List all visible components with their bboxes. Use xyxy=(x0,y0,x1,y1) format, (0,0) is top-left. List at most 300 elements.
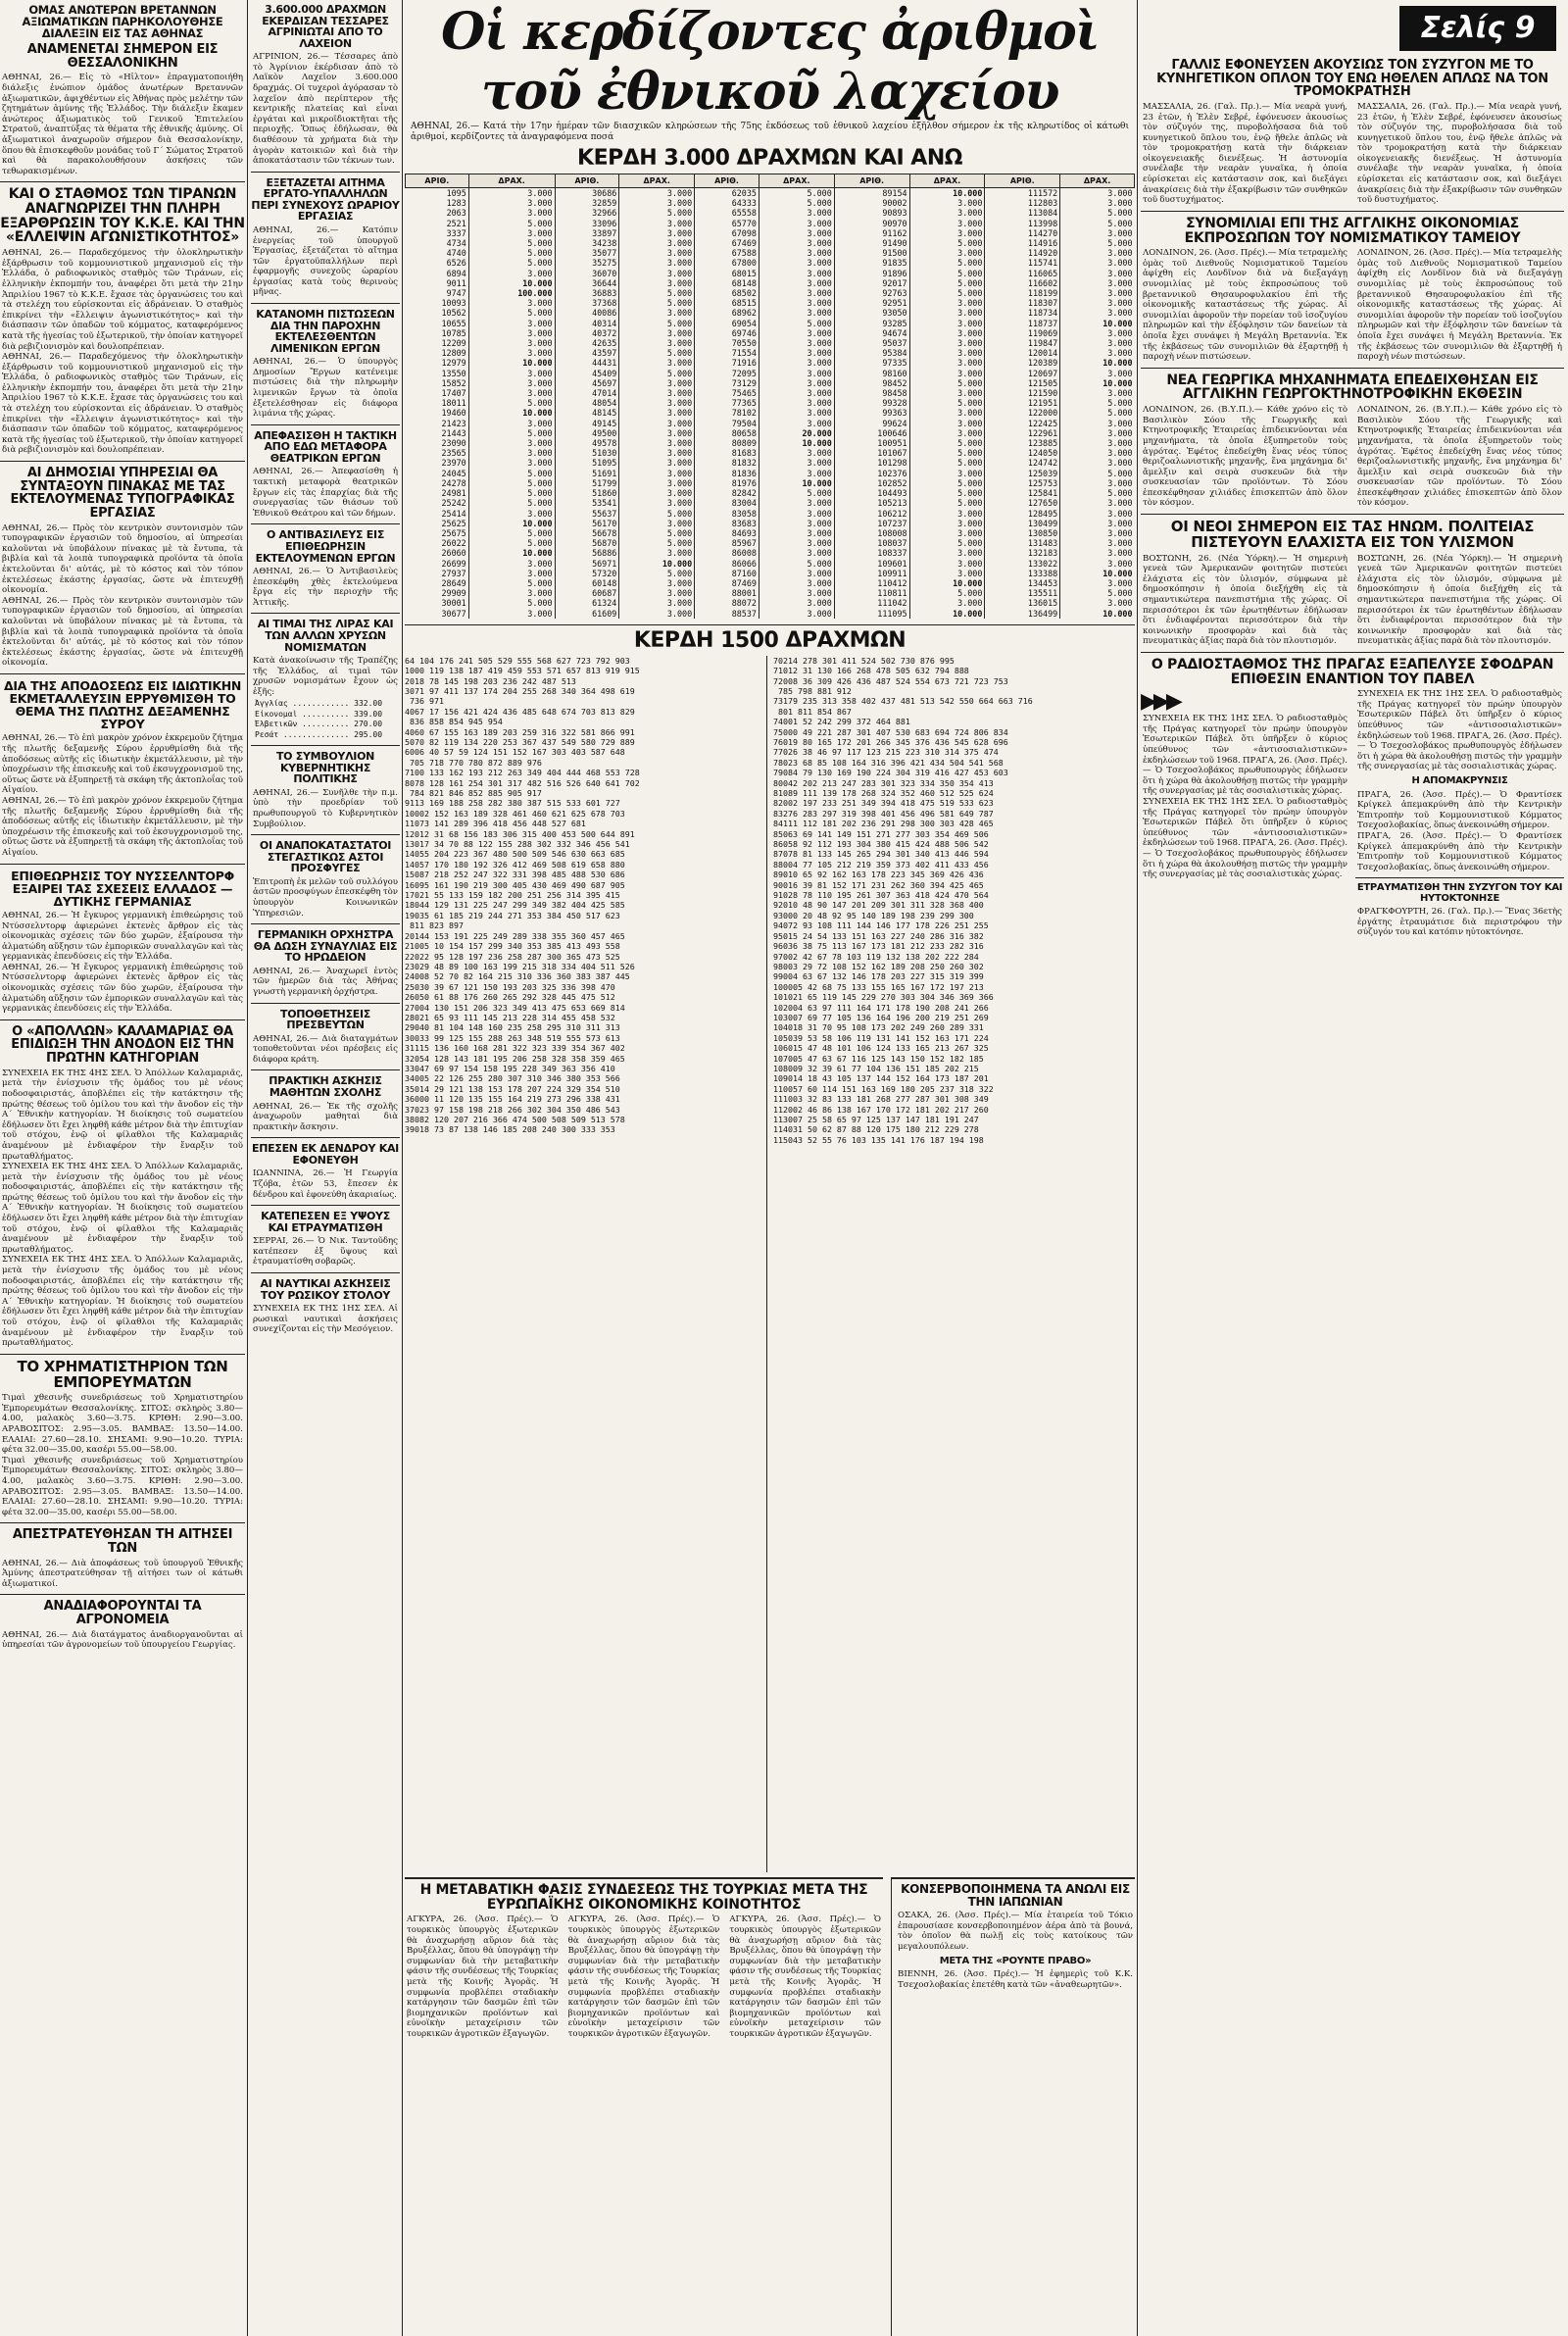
prize-amount-cell: 5.000 xyxy=(759,188,834,199)
column-header: ΔΡΑΧ. xyxy=(619,174,695,188)
prize-amount-cell: 5.000 xyxy=(909,258,985,268)
prize-amount-cell: 3.000 xyxy=(909,328,985,338)
ticket-number-cell: 51030 xyxy=(555,448,619,458)
headline: ΝΕΑ ΓΕΩΡΓΙΚΑ ΜΗΧΑΝΗΜΑΤΑ ΕΠΕΔΕΙΧΘΗΣΑΝ ΕΙΣ ΑΓΓΛΙΚΗΝ ΓΕΩΡΓΟΚΤΗΝΟΤΡΟΦΙΚΗΝ ΕΚΘΕΣΙΝ xyxy=(1166,372,1539,403)
prize-amount-cell: 5.000 xyxy=(909,288,985,298)
column-rule xyxy=(1137,0,1138,2336)
ticket-number-cell: 47014 xyxy=(555,388,619,398)
ticket-number-cell: 56886 xyxy=(555,548,619,558)
ticket-number-cell: 57320 xyxy=(555,569,619,578)
prize-amount-cell: 3.000 xyxy=(619,469,695,478)
article-body: ΑΘΗΝΑΙ, 26.— Τὸ ἐπὶ μακρὸν χρόνον ἐκκρεμοῦν ζήτημα τῆς πλωτῆς δεξαμενῆς Σύρου ἐρρυθμίσθη διὰ τῆς ἀποδόσεως αὐτῆς εἰς ἰδιωτικὴν ἐκμετάλλευσιν, μὲ τὴν ὑποχρέωσιν τῆς ἐπισκευῆς καὶ τοῦ ἐκσυγχρονισμοῦ της, οὕτως ὥστε νὰ ἐξυπηρετῇ τὰ σκάφη τῆς ἀκτοπλοΐας τοῦ Αἰγαίου. xyxy=(2,795,243,858)
prize-amount-cell: 5.000 xyxy=(759,559,834,569)
article-body: ΑΘΗΝΑΙ, 26.— Εἰς τὸ «Ηἰλτον» ἐπραγματοποιήθη διάλεξις ἐνώπιον ὁμάδος ἀνωτέρων Βρεταννῶν ἀξιωματικῶν, ἀφιχθέντων εἰς Ἀθήνας πρὸς μελέτην τῶν ζητημάτων ἀμύνης τῆς Ἑλλάδος. Τὴν διάλεξιν ἔκαμεν ἀνώτερος ἀξιωματικὸς τοῦ Γενικοῦ Ἐπιτελείου Στρατοῦ, ἀναπτύξας τὰ θέματα τῆς ἐθνικῆς ἀμύνης. Οἱ ἀξιωματικοὶ ἀναχωροῦν σήμερον διὰ Θεσσαλονίκην, ὅπου θὰ ἐπισκεφθοῦν μονάδας τοῦ Γ΄ Σώματος Στρατοῦ καὶ θὰ παρακολουθήσουν ἀσκήσεις τῶν τεθωρακισμένων. xyxy=(2,73,243,176)
ticket-number-cell: 119069 xyxy=(985,328,1060,338)
divider xyxy=(1141,211,1564,212)
ticket-number-cell: 100951 xyxy=(834,438,909,448)
ticket-number-cell: 136499 xyxy=(985,609,1060,619)
ticket-number-cell: 65770 xyxy=(695,219,760,228)
table-row xyxy=(406,188,1135,199)
ticket-number-cell: 25625 xyxy=(441,518,466,528)
prize-amount-cell: 3.000 xyxy=(759,388,834,398)
ticket-number-cell: 91835 xyxy=(834,258,909,268)
column-header: ΑΡΙΘ. xyxy=(695,174,760,188)
prize-amount-cell: 3.000 xyxy=(1060,598,1135,608)
ticket-number-cell: 121951 xyxy=(985,398,1060,408)
ticket-number-cell: 90893 xyxy=(834,208,909,218)
ticket-number-cell: 115741 xyxy=(985,258,1060,268)
prize-amount-cell: 5.000 xyxy=(759,198,834,208)
prize-amount-cell: 3.000 xyxy=(1060,278,1135,288)
ticket-number-cell: 125753 xyxy=(985,478,1060,488)
prize-amount-cell: 3.000 xyxy=(619,198,695,208)
prize-amount-cell: 5.000 xyxy=(468,308,555,318)
small-prizes-left: 64 104 176 241 505 529 555 568 627 723 792 903 1000 119 138 187 419 459 553 571 657 813 919 915 2018 78 145 198 203 236 242 487 513 3071 97 411 137 174 204 255 268 340 364 498 619 736 971 4067 17 156 421 424 436 485 648 674 703 813 829 836 858 854 945 954 4060 67 155 163 189 203 259 316 322 581 866 991 5070 82 119 134 220 253 367 437 549 580 729 889 6006 40 57 59 124 151 152 167 303 403 587 648 705 718 770 780 872 889 976 7100 133 162 193 212 263 349 404 444 468 553 728 8078 128 161 254 301 317 482 516 526 640 641 702 784 821 846 852 885 905 917 9113 169 188 258 282 380 387 515 533 601 727 10002 152 163 189 328 461 460 621 625 678 703 11073 141 289 396 418 456 448 527 681 12012 31 68 156 183 306 315 400 453 500 644 891 13017 34 70 88 122 155 288 302 332 346 456 541 14055 204 223 367 480 500 509 546 630 663 685 14057 170 180 192 326 412 469 508 619 658 880 15087 218 252 247 322 331 398 485 488 530 686 16095 161 190 219 300 405 430 469 490 687 905 17021 55 133 159 182 200 251 256 314 395 415 18044 129 131 225 247 299 349 382 404 425 585 19035 61 185 219 244 271 353 384 450 517 623 811 823 897 20144 153 191 225 249 289 338 355 360 457 465 21005 10 154 157 299 340 353 385 413 493 558 22022 95 128 197 236 258 287 300 365 473 525 23029 48 89 100 163 199 215 318 334 404 511 526 24008 52 70 82 164 215 310 336 360 383 387 445 25030 39 67 121 150 193 203 325 336 398 470 26050 61 88 176 260 265 292 328 445 475 512 27004 130 151 206 323 349 413 475 653 669 814 28021 65 93 111 145 213 228 314 455 458 532 29040 81 104 148 160 235 258 295 310 311 313 30033 99 125 155 288 263 348 519 555 573 613 31115 136 160 168 281 322 323 339 354 367 402 32054 128 143 181 195 206 258 328 358 359 465 33047 69 97 154 158 195 228 349 363 356 410 34005 22 126 255 280 307 310 346 380 353 566 35014 29 121 138 153 178 207 224 329 354 510 36000 11 120 135 155 164 219 273 296 338 431 37023 97 158 198 218 266 302 304 350 486 543 38082 120 207 216 366 474 500 508 509 513 578 39018 73 87 138 146 185 208 240 300 333 353 xyxy=(405,656,767,1872)
prize-amount-cell: 3.000 xyxy=(759,528,834,538)
ticket-number-cell: 124050 xyxy=(985,448,1060,458)
prize-amount-cell: 3.000 xyxy=(759,298,834,308)
ticket-number-cell: 70550 xyxy=(695,338,760,348)
prize-amount-cell: 3.000 xyxy=(759,498,834,508)
prize-amount-cell: 3.000 xyxy=(759,228,834,238)
ticket-number-cell: 80658 xyxy=(695,428,760,438)
article-body: ΑΘΗΝΑΙ, 26.— Διὰ ἀποφάσεως τοῦ ὑπουργοῦ Ἐθνικῆς Ἀμύνης ἀπεστρατεύθησαν τῇ αἰτήσει των οἱ κάτωθι ἀξιωματικοί. xyxy=(2,1558,243,1589)
ticket-number-cell: 98458 xyxy=(834,388,909,398)
ticket-number-cell: 12979 xyxy=(441,358,466,369)
headline: ΟΙ ΝΕΟΙ ΣΗΜΕΡΟΝ ΕΙΣ ΤΑΣ ΗΝΩΜ. ΠΟΛΙΤΕΙΑΣ ΠΙΣΤΕΥΟΥΝ ΕΛΑΧΙΣΤΑ ΕΙΣ ΤΟΝ ΥΛΙΣΜΟΝ xyxy=(1170,518,1535,551)
table-row xyxy=(406,398,1135,408)
ticket-number-cell: 56971 xyxy=(555,559,619,569)
prize-amount-cell: 3.000 xyxy=(1060,448,1135,458)
article-body: ΑΘΗΝΑΙ, 26.— Συνῆλθε τὴν π.μ. ὑπὸ τὴν προεδρίαν τοῦ πρωθυπουργοῦ τὸ Κυβερνητικὸν Συμβούλιον. xyxy=(253,787,398,829)
article-body: ΣΥΝΕΧΕΙΑ ΕΚ ΤΗΣ 4ΗΣ ΣΕΛ. Ὁ Ἀπόλλων Καλαμαριᾶς, μετὰ τὴν ἐνίσχυσιν τῆς ὁμάδος του μὲ νέους ποδοσφαιριστάς, ἀποβλέπει εἰς τὴν κατάκτησιν τῆς πρώτης θέσεως τοῦ ὁμίλου του καὶ τὴν ἄνοδον εἰς τὴν Α΄ Ἐθνικὴν κατηγορίαν. Ἡ διοίκησις τοῦ σωματείου ἐδήλωσεν ὅτι ἔχει ληφθῆ κάθε μέτρον διὰ τὴν ἐπιτυχίαν τοῦ στόχου, ἐνῷ οἱ φίλαθλοι τῆς Καλαμαριᾶς ἀναμένουν μὲ ἐνδιαφέρον τὴν ἔναρξιν τοῦ πρωταθλήματος. xyxy=(2,1255,243,1349)
ticket-number-cell: 95384 xyxy=(834,348,909,358)
ticket-number-cell: 12209 xyxy=(441,338,466,349)
prize-amount-cell: 3.000 xyxy=(759,219,834,228)
ticket-number-cell: 101067 xyxy=(834,448,909,458)
column-header: ΔΡΑΧ. xyxy=(759,174,834,188)
prize-amount-cell: 10.000 xyxy=(909,188,985,199)
ticket-number-cell: 85967 xyxy=(695,538,760,548)
prize-amount-cell: 10.000 xyxy=(909,609,985,619)
column-header: ΑΡΙΘ. xyxy=(985,174,1060,188)
ticket-number-cell: 125039 xyxy=(985,469,1060,478)
prize-amount-cell: 3.000 xyxy=(909,348,985,358)
ticket-number-cell: 108037 xyxy=(834,538,909,548)
ticket-number-cell: 122961 xyxy=(985,428,1060,438)
ticket-number-cell: 37368 xyxy=(555,298,619,308)
prize-amount-cell: 3.000 xyxy=(468,298,555,308)
article-body: ΛΟΝΔΙΝΟΝ, 26. (Β.Υ.Π.).— Κάθε χρόνο εἰς τὸ Βασιλικὸν Σόου τῆς Γεωργικῆς καὶ Κτηνοτροφικῆς Ἑταιρείας ἐπιδεικνύονται νέα μηχανήματα, τὰ ὁποῖα ἐξυπηρετοῦν τοὺς ἀγρότας. Ἐφέτος ἐπεδείχθη ἕνας νέος τύπος θεριζοαλωνιστικῆς μηχανῆς, ἕνα μηχάνημα δι' ἄμελξιν καὶ σειρὰ συσκευῶν διὰ τὴν συσκευασίαν τῶν προϊόντων. Τὸ Σόου ἐπεσκέφθησαν χιλιάδες ἐπισκεπτῶν ἀπὸ ὅλον τὸν κόσμον. xyxy=(1357,405,1562,509)
prize-amount-cell: 5.000 xyxy=(909,478,985,488)
prize-amount-cell: 3.000 xyxy=(759,448,834,458)
prize-amount-cell: 10.000 xyxy=(1060,358,1135,368)
ticket-number-cell: 9011 xyxy=(446,277,466,288)
prize-amount-cell: 5.000 xyxy=(759,488,834,498)
ticket-number-cell: 62035 xyxy=(695,188,760,199)
ticket-number-cell: 118737 xyxy=(985,319,1060,328)
ticket-number-cell: 45409 xyxy=(555,369,619,378)
prize-amount-cell: 3.000 xyxy=(468,328,555,338)
ticket-number-cell: 33096 xyxy=(555,219,619,228)
ticket-number-cell: 48054 xyxy=(555,398,619,408)
prize-amount-cell: 5.000 xyxy=(1060,588,1135,598)
table-row xyxy=(406,519,1135,528)
ticket-number-cell: 10093 xyxy=(441,298,466,309)
divider xyxy=(1141,514,1564,515)
divider xyxy=(251,523,400,524)
table-row xyxy=(406,198,1135,208)
ticket-number-cell: 98452 xyxy=(834,378,909,388)
second-column xyxy=(251,0,400,2336)
prize-amount-cell: 3.000 xyxy=(1060,498,1135,508)
table-row xyxy=(406,538,1135,548)
headline: ΚΑΤΑΝΟΜΗ ΠΙΣΤΩΣΕΩΝ ΔΙΑ ΤΗΝ ΠΑΡΟΧΗΝ ΕΚΤΕΛΕΣΘΕΝΤΩΝ ΛΙΜΕΝΙΚΩΝ ΕΡΓΩΝ xyxy=(256,308,395,355)
ticket-number-cell: 25242 xyxy=(441,498,466,509)
article-body: ΑΘΗΝΑΙ, 26.— Ἡ ἔγκυρος γερμανικὴ ἐπιθεώρησις τοῦ Ντύσσελντορφ ἀφιερώνει ἐκτενὲς ἄρθρον εἰς τὰς οἰκονομικὰς σχέσεις τῶν δύο χωρῶν, ἐξαίρουσα τὴν ἀλματώδη αὔξησιν τῶν ἐμπορικῶν συναλλαγῶν καὶ τὰς γερμανικὰς ἐπενδύσεις εἰς τὴν Ἑλλάδα. xyxy=(2,910,243,963)
prizes-1500-heading: ΚΕΡΔΗ 1500 ΔΡΑΧΜΩΝ xyxy=(405,624,1135,653)
gold-price-list: Ἀγγλίας ............ 332.00 Εἰκονομαὶ .......... 339.00 Ἐλβετικῶν .......... 270.00 Ρεσάτ .............. 295.00 xyxy=(255,699,383,739)
prize-amount-cell: 3.000 xyxy=(468,609,555,619)
prize-amount-cell: 3.000 xyxy=(759,369,834,378)
ticket-number-cell: 56678 xyxy=(555,528,619,538)
prize-amount-cell: 3.000 xyxy=(909,528,985,538)
article-body: ΜΑΣΣΑΛΙΑ, 26. (Γαλ. Πρ.).— Μία νεαρὰ γυνή, 23 ἐτῶν, ἡ Ἐλὲν Σεβρέ, ἐφόνευσεν ἀκουσίως τὸν σύζυγόν της, πυροβολήσασα διὰ τοῦ κυνηγετικοῦ ὅπλου του, ἐνῷ ἤθελε ἁπλῶς νὰ τὸν τρομοκρατήσῃ κατὰ τὴν διάρκειαν οἰκογενειακῆς διενέξεως. Ἡ ἀστυνομία συνέλαβε τὴν νεαρὰν γυναῖκα, ἡ ὁποία εὑρίσκεται εἰς κατάστασιν σοκ, καὶ διεξάγει ἀνακρίσεις διὰ τὴν ἐξακρίβωσιν τῶν συνθηκῶν τοῦ δυστυχήματος. xyxy=(1143,101,1348,206)
ticket-number-cell: 15852 xyxy=(441,377,466,388)
table-row xyxy=(406,448,1135,458)
ticket-number-cell: 68148 xyxy=(695,278,760,288)
headline: Ο «ΑΠΟΛΛΩΝ» ΚΑΛΑΜΑΡΙΑΣ ΘΑ ΕΠΙΔΙΩΞΗ ΤΗΝ ΑΝΟΔΟΝ ΕΙΣ ΤΗΝ ΠΡΩΤΗΝ ΚΑΤΗΓΟΡΙΑΝ xyxy=(11,1023,234,1067)
ticket-number-cell: 110811 xyxy=(834,588,909,598)
divider xyxy=(1355,877,1564,878)
prize-amount-cell: 10.000 xyxy=(468,358,555,368)
page-title: Οἱ κερδίζοντες ἀριθμοὶ τοῦ ἐθνικοῦ λαχείου xyxy=(441,2,1099,122)
prize-amount-cell: 3.000 xyxy=(1060,258,1135,268)
ticket-number-cell: 92951 xyxy=(834,298,909,308)
ticket-number-cell: 80809 xyxy=(695,438,760,448)
prize-amount-cell: 3.000 xyxy=(619,328,695,338)
prize-amount-cell: 3.000 xyxy=(619,408,695,418)
table-row xyxy=(406,419,1135,428)
ticket-number-cell: 92763 xyxy=(834,288,909,298)
prize-amount-cell: 3.000 xyxy=(759,569,834,578)
ticket-number-cell: 94674 xyxy=(834,328,909,338)
prize-amount-cell: 3.000 xyxy=(619,598,695,608)
article-body: ΛΟΝΔΙΝΟΝ, 26. (Ἀσσ. Πρές).— Μία τετραμελὴς ὁμὰς τοῦ Διεθνοῦς Νομισματικοῦ Ταμείου ἀφίχθη εἰς Λονδῖνον διὰ νὰ διεξαγάγῃ συνομιλίας μὲ τοὺς ἐκπροσώπους τοῦ βρεταννικοῦ Θησαυροφυλακίου ἐπὶ τῆς οἰκονομικῆς καταστάσεως τῆς χώρας. Αἱ συνομιλίαι ἀφοροῦν τὴν πορείαν τοῦ ἰσοζυγίου πληρωμῶν καὶ τὴν ἐξόφλησιν τῶν δανείων τὰ ὁποῖα ἔχει συνάψει ἡ Μεγάλη Βρεταννία. Ἐκ τῆς ἐκβάσεως τῶν συνομιλιῶν θὰ ἐξαρτηθῇ ἡ παροχὴ νέων πιστώσεων. xyxy=(1143,248,1348,363)
ticket-number-cell: 17407 xyxy=(441,388,466,399)
ticket-number-cell: 51799 xyxy=(555,478,619,488)
ticket-number-cell: 113998 xyxy=(985,219,1060,228)
ticket-number-cell: 43597 xyxy=(555,348,619,358)
headline: ΕΞΕΤΑΖΕΤΑΙ ΑΙΤΗΜΑ ΕΡΓΑΤΟ-ΥΠΑΛΛΗΛΩΝ ΠΕΡΙ ΣΥΝΕΧΟΥΣ ΩΡΑΡΙΟΥ ΕΡΓΑΣΙΑΣ xyxy=(251,175,400,224)
ticket-number-cell: 49578 xyxy=(555,438,619,448)
headline: ΑΝΑΔΙΑΦΟΡΟΥΝΤΑΙ ΤΑ ΑΓΡΟΝΟΜΕΙΑ xyxy=(43,1599,202,1628)
prize-amount-cell: 5.000 xyxy=(909,238,985,248)
divider xyxy=(251,923,400,924)
prize-amount-cell: 3.000 xyxy=(1060,478,1135,488)
prize-amount-cell: 5.000 xyxy=(1060,208,1135,218)
article-body: ΣΥΝΕΧΕΙΑ ΕΚ ΤΗΣ 1ΗΣ ΣΕΛ. Ὁ ραδιοσταθμὸς τῆς Πράγας κατηγορεῖ τὸν πρώην ὑπουργὸν Ἐσωτερικῶν Πάβελ ὅτι ὑπῆρξεν ὁ κύριος ὑπεύθυνος τῶν «ἀντισοσιαλιστικῶν» ἐκδηλώσεων τοῦ 1968. ΠΡΑΓΑ, 26. (Ἀσσ. Πρές).— Ὁ Τσεχοσλοβάκος πρωθυπουργὸς ἐδήλωσεν ὅτι ἡ χώρα θὰ ἀκολουθήσῃ πιστῶς τὴν γραμμὴν τῆς συνεργασίας μὲ τὰς σοσιαλιστικὰς χώρας. xyxy=(1357,689,1562,772)
ticket-number-cell: 21423 xyxy=(441,418,466,428)
ticket-number-cell: 2063 xyxy=(446,208,466,219)
prize-amount-cell: 3.000 xyxy=(759,519,834,528)
prize-amount-cell: 3.000 xyxy=(1060,338,1135,348)
ticket-number-cell: 30001 xyxy=(441,598,466,609)
ticket-number-cell: 35275 xyxy=(555,258,619,268)
prize-amount-cell: 3.000 xyxy=(619,498,695,508)
ticket-number-cell: 26699 xyxy=(441,558,466,569)
article-body: ΙΩΑΝΝΙΝΑ, 26.— Ἡ Γεωργία Τζόβα, ἐτῶν 53, ἔπεσεν ἐκ δένδρου καὶ ἐφονεύθη ἀκαριαίως. xyxy=(253,1168,398,1200)
headline: ΕΠΙΘΕΩΡΗΣΙΣ ΤΟΥ ΝΥΣΣΕΛΝΤΟΡΦ ΕΞΑΙΡΕΙ ΤΑΣ ΣΧΕΣΕΙΣ ΕΛΛΑΔΟΣ — ΔΥΤΙΚΗΣ ΓΕΡΜΑΝΙΑΣ xyxy=(11,868,234,909)
article-body: ΑΘΗΝΑΙ, 26.— Διὰ διατάγματος ἀναδιοργανοῦνται αἱ ὑπηρεσίαι τῶν ἀγρονομείων τοῦ ὑπουργείου Γεωργίας. xyxy=(2,1629,243,1651)
table-row xyxy=(406,238,1135,248)
ticket-number-cell: 88072 xyxy=(695,598,760,608)
ticket-number-cell: 89154 xyxy=(834,188,909,199)
prize-amount-cell: 3.000 xyxy=(909,228,985,238)
prize-amount-cell: 3.000 xyxy=(909,548,985,558)
prize-amount-cell: 3.000 xyxy=(909,219,985,228)
ticket-number-cell: 75465 xyxy=(695,388,760,398)
prize-amount-cell: 5.000 xyxy=(909,488,985,498)
ticket-number-cell: 56170 xyxy=(555,519,619,528)
column-header: ΔΡΑΧ. xyxy=(1060,174,1135,188)
page-number-badge: Σελίς 9 xyxy=(1399,6,1556,51)
prize-amount-cell: 3.000 xyxy=(619,248,695,258)
table-row xyxy=(406,428,1135,438)
prize-amount-cell: 3.000 xyxy=(619,448,695,458)
divider xyxy=(251,1137,400,1138)
headline: ΑΠΕΣΤΡΑΤΕΥΘΗΣΑΝ ΤΗ ΑΙΤΗΣΕΙ ΤΩΝ xyxy=(12,1527,233,1557)
ticket-number-cell: 114916 xyxy=(985,238,1060,248)
headline: ΟΜΑΣ ΑΝΩΤΕΡΩΝ ΒΡΕΤΑΝΝΩΝ ΑΞΙΩΜΑΤΙΚΩΝ ΠΑΡΗΚΟΛΟΥΘΗΣΕ ΔΙΑΛΕΞΙΝ ΕΙΣ ΤΑΣ ΑΘΗΝΑΣ xyxy=(22,3,223,41)
arrows-icon: ▶▶▶ xyxy=(1141,689,1179,715)
headline: ΕΠΕΣΕΝ ΕΚ ΔΕΝΔΡΟΥ ΚΑΙ ΕΦΟΝΕΥΘΗ xyxy=(252,1142,399,1167)
ticket-number-cell: 111095 xyxy=(834,609,909,619)
prize-amount-cell: 5.000 xyxy=(909,438,985,448)
prize-amount-cell: 3.000 xyxy=(759,548,834,558)
table-row xyxy=(406,408,1135,418)
prize-amount-cell: 3.000 xyxy=(1060,348,1135,358)
column-header: ΑΡΙΘ. xyxy=(834,174,909,188)
article-body: ΣΥΝΕΧΕΙΑ ΕΚ ΤΗΣ 4ΗΣ ΣΕΛ. Ὁ Ἀπόλλων Καλαμαριᾶς, μετὰ τὴν ἐνίσχυσιν τῆς ὁμάδος του μὲ νέους ποδοσφαιριστάς, ἀποβλέπει εἰς τὴν κατάκτησιν τῆς πρώτης θέσεως τοῦ ὁμίλου του καὶ τὴν ἄνοδον εἰς τὴν Α΄ Ἐθνικὴν κατηγορίαν. Ἡ διοίκησις τοῦ σωματείου ἐδήλωσεν ὅτι ἔχει ληφθῆ κάθε μέτρον διὰ τὴν ἐπιτυχίαν τοῦ στόχου, ἐνῷ οἱ φίλαθλοι τῆς Καλαμαριᾶς ἀναμένουν μὲ ἐνδιαφέρον τὴν ἔναρξιν τοῦ πρωταθλήματος. xyxy=(2,1068,243,1162)
article-body: ΑΘΗΝΑΙ, 26.— Πρὸς τὸν κεντρικὸν συντονισμὸν τῶν τυπογραφικῶν ἐργασιῶν τοῦ δημοσίου, αἱ ὑπηρεσίαι καλοῦνται νὰ ὑποβάλουν πίνακας μὲ τὰ ἔντυπα, τὰ βιβλία καὶ τὰ λοιπὰ τυπογραφικὰ προϊόντα τὰ ὁποῖα ἐκτελοῦνται δι' αὐτάς, μὲ τὸ κόστος καὶ τὸν τόπον ἐκτελέσεως ἑκάστης ἐργασίας, ὥστε νὰ ἐπιτευχθῇ οἰκονομία. xyxy=(2,522,243,596)
prize-amount-cell: 10.000 xyxy=(619,559,695,569)
ticket-number-cell: 30686 xyxy=(555,188,619,199)
ticket-number-cell: 24045 xyxy=(441,468,466,478)
ticket-number-cell: 133388 xyxy=(985,569,1060,578)
small-prizes-grid xyxy=(405,656,1135,1872)
ticket-number-cell: 49500 xyxy=(555,428,619,438)
prize-amount-cell: 5.000 xyxy=(468,398,555,408)
article-body: ΒΟΣΤΩΝΗ, 26. (Νέα Ὑόρκη).— Ἡ σημερινὴ γενεὰ τῶν Ἀμερικανῶν φοιτητῶν πιστεύει ἐλάχιστα εἰς τὸν ὑλισμόν, σύμφωνα μὲ δημοσκόπησιν ἡ ὁποία διεξήχθη εἰς τὰ σημαντικώτερα πανεπιστήμια τῆς χώρας. Οἱ περισσότεροι ἐκ τῶν ἐρωτηθέντων ἐδήλωσαν ὅτι ἐνδιαφέρονται περισσότερον διὰ τὴν κοινωνικὴν προσφορὰν καὶ διὰ τὰς πνευματικὰς ἀξίας παρὰ διὰ τὸν πλουτισμόν. xyxy=(1357,553,1562,647)
article-body: ΑΘΗΝΑΙ, 26.— Ἀπεφασίσθη ἡ τακτικὴ μεταφορὰ θεατρικῶν ἔργων εἰς τὰς ἐπαρχίας διὰ τῆς συνεργασίας τῶν θιάσων τοῦ Ἐθνικοῦ Θεάτρου καὶ τῶν δήμων. xyxy=(253,467,398,519)
ticket-number-cell: 33897 xyxy=(555,228,619,238)
prize-amount-cell: 3.000 xyxy=(468,228,555,238)
prize-amount-cell: 3.000 xyxy=(909,308,985,318)
table-row xyxy=(406,509,1135,519)
divider xyxy=(0,1594,245,1595)
ticket-number-cell: 61609 xyxy=(555,609,619,619)
ticket-number-cell: 101298 xyxy=(834,458,909,468)
prize-amount-cell: 3.000 xyxy=(759,269,834,278)
headline: ΜΕΤΑ ΤΗΣ «ΡΟΥΝΤΕ ΠΡΑΒΟ» xyxy=(939,1955,1092,1966)
divider xyxy=(251,1003,400,1004)
prize-amount-cell: 3.000 xyxy=(759,588,834,598)
prize-amount-cell: 3.000 xyxy=(909,319,985,328)
table-row xyxy=(406,319,1135,328)
ticket-number-cell: 67098 xyxy=(695,228,760,238)
ticket-number-cell: 24981 xyxy=(441,488,466,499)
ticket-number-cell: 118307 xyxy=(985,298,1060,308)
table-row xyxy=(406,438,1135,448)
table-row xyxy=(406,488,1135,498)
prize-amount-cell: 5.000 xyxy=(468,598,555,608)
divider xyxy=(251,834,400,835)
ticket-number-cell: 45697 xyxy=(555,378,619,388)
table-row xyxy=(406,559,1135,569)
article-body: ΑΘΗΝΑΙ, 26.— Ὁ Ἀντιβασιλεὺς ἐπεσκέφθη χθὲς ἐκτελούμενα ἔργα εἰς τὴν περιοχὴν τῆς Ἀττικῆς. xyxy=(253,567,398,608)
ticket-number-cell: 55637 xyxy=(555,509,619,519)
ticket-number-cell: 81832 xyxy=(695,458,760,468)
prize-amount-cell: 3.000 xyxy=(619,438,695,448)
ticket-number-cell: 28649 xyxy=(441,577,466,588)
ticket-number-cell: 56870 xyxy=(555,538,619,548)
divider xyxy=(251,172,400,173)
article-body: ΑΓΚΥΡΑ, 26. (Ἀσσ. Πρές).— Ὁ τουρκικὸς ὑπουργὸς ἐξωτερικῶν θὰ ἀναχωρήσῃ αὔριον διὰ τὰς Βρυξέλλας, ὅπου θὰ ὑπογράψῃ τὴν συμφωνίαν διὰ τὴν μεταβατικὴν φάσιν τῆς συνδέσεως τῆς Τουρκίας μετὰ τῆς Κοινῆς Ἀγορᾶς. Ἡ συμφωνία προβλέπει σταδιακὴν κατάργησιν τῶν δασμῶν ἐπὶ τῶν βιομηχανικῶν προϊόντων καὶ εὐνοϊκὴν μεταχείρισιν τῶν τουρκικῶν ἀγροτικῶν ἐξαγωγῶν. xyxy=(567,1914,720,2039)
prize-amount-cell: 3.000 xyxy=(619,308,695,318)
article-body: Ἐπιτροπὴ ἐκ μελῶν τοῦ συλλόγου ἀστῶν προσφύγων ἐπεσκέφθη τὸν ὑπουργὸν Κοινωνικῶν Ὑπηρεσιῶν. xyxy=(253,876,398,919)
prize-amount-cell: 3.000 xyxy=(759,469,834,478)
prize-amount-cell: 5.000 xyxy=(909,378,985,388)
prize-amount-cell: 3.000 xyxy=(468,419,555,428)
table-row xyxy=(406,498,1135,508)
article-body: ΑΓΚΥΡΑ, 26. (Ἀσσ. Πρές).— Ὁ τουρκικὸς ὑπουργὸς ἐξωτερικῶν θὰ ἀναχωρήσῃ αὔριον διὰ τὰς Βρυξέλλας, ὅπου θὰ ὑπογράψῃ τὴν συμφωνίαν διὰ τὴν μεταβατικὴν φάσιν τῆς συνδέσεως τῆς Τουρκίας μετὰ τῆς Κοινῆς Ἀγορᾶς. Ἡ συμφωνία προβλέπει σταδιακὴν κατάργησιν τῶν δασμῶν ἐπὶ τῶν βιομηχανικῶν προϊόντων καὶ εὐνοϊκὴν μεταχείρισιν τῶν τουρκικῶν ἀγροτικῶν ἐξαγωγῶν. xyxy=(407,1914,559,2039)
prize-amount-cell: 10.000 xyxy=(468,278,555,288)
divider xyxy=(1141,368,1564,369)
divider xyxy=(251,303,400,304)
prize-amount-cell: 3.000 xyxy=(619,578,695,588)
headline: ΕΤΡΑΥΜΑΤΙΣΘΗ ΤΗΝ ΣΥΖΥΓΟΝ ΤΟΥ ΚΑΙ ΗΥΤΟΚΤΟΝΗΣΕ xyxy=(1356,882,1563,904)
prize-amount-cell: 3.000 xyxy=(909,428,985,438)
divider xyxy=(0,1019,245,1020)
prize-amount-cell: 3.000 xyxy=(619,378,695,388)
prize-amount-cell: 3.000 xyxy=(468,319,555,328)
ticket-number-cell: 120014 xyxy=(985,348,1060,358)
divider xyxy=(0,1522,245,1523)
divider xyxy=(0,864,245,865)
headline: 3.600.000 ΔΡΑΧΜΩΝ ΕΚΕΡΔΙΣΑΝ ΤΕΣΣΑΡΕΣ ΑΓΡΙΝΙΩΤΑΙ ΑΠΟ ΤΟ ΛΑΧΕΙΟΝ xyxy=(262,3,389,50)
headline: ΠΡΑΚΤΙΚΗ ΑΣΚΗΣΙΣ ΜΑΘΗΤΩΝ ΣΧΟΛΗΣ xyxy=(269,1074,382,1099)
ticket-number-cell: 51860 xyxy=(555,488,619,498)
prize-amount-cell: 3.000 xyxy=(759,288,834,298)
prize-amount-cell: 3.000 xyxy=(909,598,985,608)
ticket-number-cell: 123885 xyxy=(985,438,1060,448)
prize-amount-cell: 3.000 xyxy=(909,569,985,578)
ticket-number-cell: 73129 xyxy=(695,378,760,388)
prize-amount-cell: 3.000 xyxy=(468,448,555,458)
ticket-number-cell: 91896 xyxy=(834,269,909,278)
prize-amount-cell: 3.000 xyxy=(909,358,985,368)
divider xyxy=(0,673,245,674)
ticket-number-cell: 35077 xyxy=(555,248,619,258)
ticket-number-cell: 24278 xyxy=(441,477,466,488)
prize-amount-cell: 3.000 xyxy=(759,398,834,408)
divider xyxy=(251,745,400,746)
table-row xyxy=(406,219,1135,228)
article-body: ΑΘΗΝΑΙ, 26.— Ἡ ἔγκυρος γερμανικὴ ἐπιθεώρησις τοῦ Ντύσσελντορφ ἀφιερώνει ἐκτενὲς ἄρθρον εἰς τὰς οἰκονομικὰς σχέσεις τῶν δύο χωρῶν, ἐξαίρουσα τὴν ἀλματώδη αὔξησιν τῶν ἐμπορικῶν συναλλαγῶν καὶ τὰς γερμανικὰς ἐπενδύσεις εἰς τὴν Ἑλλάδα. xyxy=(2,962,243,1015)
table-header-row xyxy=(406,174,1135,188)
table-row xyxy=(406,569,1135,578)
ticket-number-cell: 108008 xyxy=(834,528,909,538)
article-body: ΑΓΡΙΝΙΟΝ, 26.— Τέσσαρες ἀπὸ τὸ Ἀγρίνιον ἐκέρδισαν ἀπὸ τὸ Λαϊκὸν Λαχεῖον 3.600.000 δραχμάς. Οἱ τυχεροὶ ἀγόρασαν τὸ λαχεῖον ἀπὸ περίπτερον τῆς κεντρικῆς πλατείας καὶ εἶναι ἐργάται καὶ μικροϊδιοκτῆται τῆς περιοχῆς. Ὅπως ἐδήλωσαν, θὰ διαθέσουν τὰ χρήματα διὰ τὴν ἀγορὰν κατοικιῶν καὶ διὰ τὴν ἀποκατάστασιν τῶν τέκνων των. xyxy=(253,52,398,167)
prize-amount-cell: 5.000 xyxy=(468,478,555,488)
ticket-number-cell: 42635 xyxy=(555,338,619,348)
ticket-number-cell: 26060 xyxy=(441,548,466,559)
prize-amount-cell: 3.000 xyxy=(759,509,834,519)
ticket-number-cell: 111042 xyxy=(834,598,909,608)
prize-amount-cell: 5.000 xyxy=(619,509,695,519)
prize-amount-cell: 3.000 xyxy=(909,369,985,378)
prize-amount-cell: 3.000 xyxy=(1060,248,1135,258)
ticket-number-cell: 136015 xyxy=(985,598,1060,608)
prize-amount-cell: 10.000 xyxy=(1060,319,1135,328)
headline: ΑΠΕΦΑΣΙΣΘΗ Η ΤΑΚΤΙΚΗ ΑΠΟ ΕΔΩ ΜΕΤΑΦΟΡΑ ΘΕΑΤΡΙΚΩΝ ΕΡΓΩΝ xyxy=(254,428,397,465)
ticket-number-cell: 99624 xyxy=(834,419,909,428)
prize-amount-cell: 5.000 xyxy=(1060,219,1135,228)
article-body: ΒΙΕΝΝΗ, 26. (Ἀσσ. Πρές).— Ἡ ἐφημερὶς τοῦ Κ.Κ. Τσεχοσλοβακίας ἐπετέθη κατὰ τῶν «ἀναθεωρητῶν». xyxy=(898,1969,1133,1990)
ticket-number-cell: 61324 xyxy=(555,598,619,608)
ticket-number-cell: 91490 xyxy=(834,238,909,248)
prize-amount-cell: 3.000 xyxy=(1060,288,1135,298)
article-body: ΑΘΗΝΑΙ, 26.— Ἐκ τῆς σχολῆς ἀναχωροῦν μαθηταὶ διὰ πρακτικὴν ἄσκησιν. xyxy=(253,1101,398,1132)
ticket-number-cell: 1283 xyxy=(446,198,466,209)
ticket-number-cell: 108337 xyxy=(834,548,909,558)
article-body: ΣΥΝΕΧΕΙΑ ΕΚ ΤΗΣ 1ΗΣ ΣΕΛ. Ὁ ραδιοσταθμὸς τῆς Πράγας κατηγορεῖ τὸν πρώην ὑπουργὸν Ἐσωτερικῶν Πάβελ ὅτι ὑπῆρξεν ὁ κύριος ὑπεύθυνος τῶν «ἀντισοσιαλιστικῶν» ἐκδηλώσεων τοῦ 1968. ΠΡΑΓΑ, 26. (Ἀσσ. Πρές).— Ὁ Τσεχοσλοβάκος πρωθυπουργὸς ἐδήλωσεν ὅτι ἡ χώρα θὰ ἀκολουθήσῃ πιστῶς τὴν γραμμὴν τῆς συνεργασίας μὲ τὰς σοσιαλιστικὰς χώρας. xyxy=(1143,797,1348,880)
prize-amount-cell: 5.000 xyxy=(909,269,985,278)
headline: ΓΕΡΜΑΝΙΚΗ ΟΡΧΗΣΤΡΑ ΘΑ ΔΩΣΗ ΣΥΝΑΥΛΙΑΣ ΕΙΣ ΤΟ ΗΡΩΔΕΙΟΝ xyxy=(253,928,398,965)
ticket-number-cell: 93285 xyxy=(834,319,909,328)
prize-amount-cell: 3.000 xyxy=(619,458,695,468)
prize-amount-cell: 3.000 xyxy=(468,338,555,348)
ticket-number-cell: 81683 xyxy=(695,448,760,458)
article-body: ΣΥΝΕΧΕΙΑ ΕΚ ΤΗΣ 1ΗΣ ΣΕΛ. Ὁ ραδιοσταθμὸς τῆς Πράγας κατηγορεῖ τὸν πρώην ὑπουργὸν Ἐσωτερικῶν Πάβελ ὅτι ὑπῆρξεν ὁ κύριος ὑπεύθυνος τῶν «ἀντισοσιαλιστικῶν» ἐκδηλώσεων τοῦ 1968. ΠΡΑΓΑ, 26. (Ἀσσ. Πρές).— Ὁ Τσεχοσλοβάκος πρωθυπουργὸς ἐδήλωσεν ὅτι ἡ χώρα θὰ ἀκολουθήσῃ πιστῶς τὴν γραμμὴν τῆς συνεργασίας μὲ τὰς σοσιαλιστικὰς χώρας. xyxy=(1143,714,1348,797)
prize-amount-cell: 3.000 xyxy=(619,228,695,238)
table-row xyxy=(406,269,1135,278)
prize-amount-cell: 5.000 xyxy=(1060,408,1135,418)
article-body: ΣΥΝΕΧΕΙΑ ΕΚ ΤΗΣ 4ΗΣ ΣΕΛ. Ὁ Ἀπόλλων Καλαμαριᾶς, μετὰ τὴν ἐνίσχυσιν τῆς ὁμάδος του μὲ νέους ποδοσφαιριστάς, ἀποβλέπει εἰς τὴν κατάκτησιν τῆς πρώτης θέσεως τοῦ ὁμίλου του καὶ τὴν ἄνοδον εἰς τὴν Α΄ Ἐθνικὴν κατηγορίαν. Ἡ διοίκησις τοῦ σωματείου ἐδήλωσεν ὅτι ἔχει ληφθῆ κάθε μέτρον διὰ τὴν ἐπιτυχίαν τοῦ στόχου, ἐνῷ οἱ φίλαθλοι τῆς Καλαμαριᾶς ἀναμένουν μὲ ἐνδιαφέρον τὴν ἔναρξιν τοῦ πρωταθλήματος. xyxy=(2,1162,243,1255)
prize-amount-cell: 5.000 xyxy=(1060,238,1135,248)
ticket-number-cell: 98160 xyxy=(834,369,909,378)
ticket-number-cell: 131483 xyxy=(985,538,1060,548)
prize-amount-cell: 3.000 xyxy=(468,348,555,358)
ticket-number-cell: 23970 xyxy=(441,458,466,469)
divider xyxy=(251,1272,400,1273)
prize-amount-cell: 3.000 xyxy=(909,509,985,519)
ticket-number-cell: 110412 xyxy=(834,578,909,588)
article-body: ΑΘΗΝΑΙ, 26.— Παραδεχόμενος τὴν ὁλοκληρωτικὴν ἐξάρθρωσιν τοῦ κομμουνιστικοῦ μηχανισμοῦ εἰς τὴν Ἑλλάδα, ὁ ραδιοφωνικὸς σταθμὸς τῶν Τιράνων, εἰς ἑλληνικὴν ἐκπομπήν του, ἀναφέρει ὅτι μετὰ τὴν 21ην Ἀπριλίου 1967 τὸ Κ.Κ.Ε. ἔχασε τὰς ὀργανώσεις του καὶ τὰ στελέχη του εὑρίσκονται εἰς ἀδράνειαν. Ὁ σταθμὸς ἐπικρίνει τὴν «ἔλλειψιν ἀγωνιστικότητος» καὶ τὴν διάσπασιν τῶν ὀπαδῶν τοῦ κόμματος, καταφερόμενος κατὰ τῆς ἡγεσίας τοῦ ἐξωτερικοῦ, τὴν ὁποίαν κατηγορεῖ διὰ ρεβιζιονισμὸν καὶ δουλοπρέπειαν. xyxy=(2,352,243,456)
ticket-number-cell: 71554 xyxy=(695,348,760,358)
prize-amount-cell: 5.000 xyxy=(759,319,834,328)
ticket-number-cell: 113084 xyxy=(985,208,1060,218)
table-body xyxy=(406,188,1135,619)
ticket-number-cell: 67800 xyxy=(695,258,760,268)
ticket-number-cell: 44431 xyxy=(555,358,619,368)
prize-amount-cell: 3.000 xyxy=(468,378,555,388)
ticket-number-cell: 125841 xyxy=(985,488,1060,498)
prize-amount-cell: 3.000 xyxy=(619,419,695,428)
table-row xyxy=(406,348,1135,358)
prize-amount-cell: 3.000 xyxy=(468,559,555,569)
